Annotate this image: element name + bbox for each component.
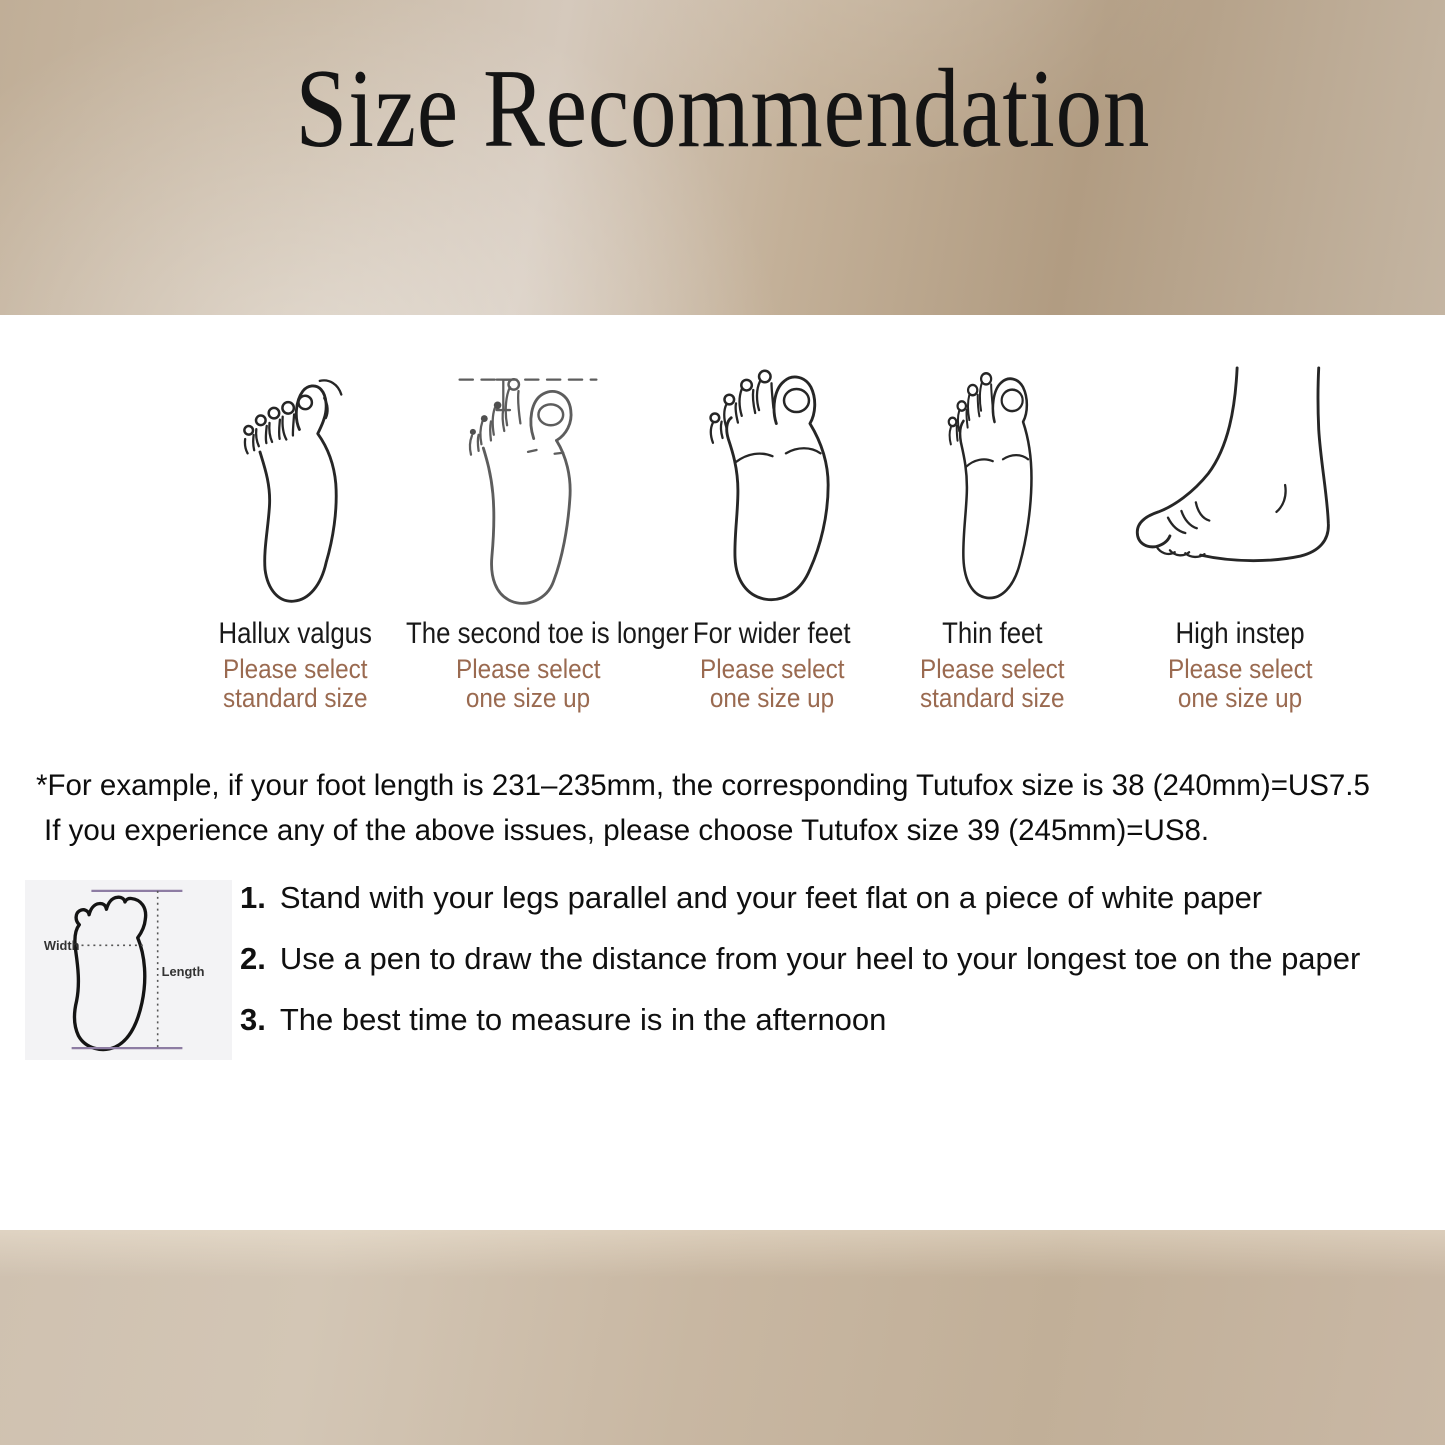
- measuring-steps-list: [240, 880, 1430, 1063]
- foot-type-card-high-instep: [1100, 352, 1380, 713]
- step-text: Use a pen to draw the distance from your heel to your longest toe on the paper: [279, 941, 1361, 976]
- foot-type-advice-line2: standard size: [919, 683, 1065, 713]
- example-note-line2: If you experience any of the above issues, please choose Tutufox size 39 (245mm)=US8.: [44, 814, 1210, 847]
- example-note: [36, 763, 1436, 853]
- hallux-valgus-foot-icon: [228, 370, 362, 610]
- foot-type-advice-line1: Please select: [1167, 654, 1313, 684]
- foot-type-name: High instep: [1175, 617, 1305, 650]
- foot-type-name: Thin feet: [941, 617, 1043, 650]
- footer-banner: [0, 1230, 1445, 1445]
- foot-type-advice-line2: one size up: [1177, 683, 1303, 713]
- width-label: Width: [43, 938, 80, 954]
- foot-type-advice-line1: Please select: [919, 654, 1065, 684]
- step-number: 1.: [240, 880, 266, 915]
- foot-measurement-diagram-graphic: [25, 880, 232, 1060]
- foot-type-name: The second toe is longer: [405, 617, 689, 650]
- measuring-step: [240, 880, 1430, 916]
- measuring-step: [240, 941, 1430, 977]
- example-note-line1: *For example, if your foot length is 231–235mm, the corresponding Tutufox size is 38 (240mm)=US7.5: [36, 769, 1370, 802]
- foot-type-advice-line2: one size up: [465, 683, 591, 713]
- foot-type-advice-line1: Please select: [699, 654, 845, 684]
- thin-feet-foot-icon: [929, 362, 1055, 610]
- header-banner: [0, 0, 1445, 315]
- foot-measurement-diagram: [25, 880, 232, 1060]
- foot-type-name: Hallux valgus: [218, 617, 372, 650]
- step-number: 3.: [240, 1002, 266, 1037]
- high-instep-foot-icon: [1120, 362, 1360, 610]
- step-text: The best time to measure is in the afternoon: [279, 1002, 887, 1037]
- page-title: Size Recommendation: [295, 47, 1150, 172]
- foot-type-advice-line2: one size up: [709, 683, 835, 713]
- foot-type-advice-line1: Please select: [222, 654, 368, 684]
- wider-feet-foot-icon: [688, 360, 856, 610]
- foot-type-card-second-toe-longer: [383, 352, 689, 713]
- step-number: 2.: [240, 941, 266, 976]
- foot-type-advice-line1: Please select: [455, 654, 601, 684]
- foot-type-name: For wider feet: [693, 617, 851, 650]
- length-label: Length: [161, 963, 205, 979]
- step-text: Stand with your legs parallel and your feet flat on a piece of white paper: [279, 880, 1263, 915]
- foot-type-card-thin-feet: [877, 352, 1107, 713]
- foot-type-advice-line2: standard size: [222, 683, 368, 713]
- foot-type-card-wider-feet: [652, 352, 892, 713]
- measuring-step: [240, 1002, 1430, 1038]
- second-toe-longer-foot-icon: [452, 364, 604, 610]
